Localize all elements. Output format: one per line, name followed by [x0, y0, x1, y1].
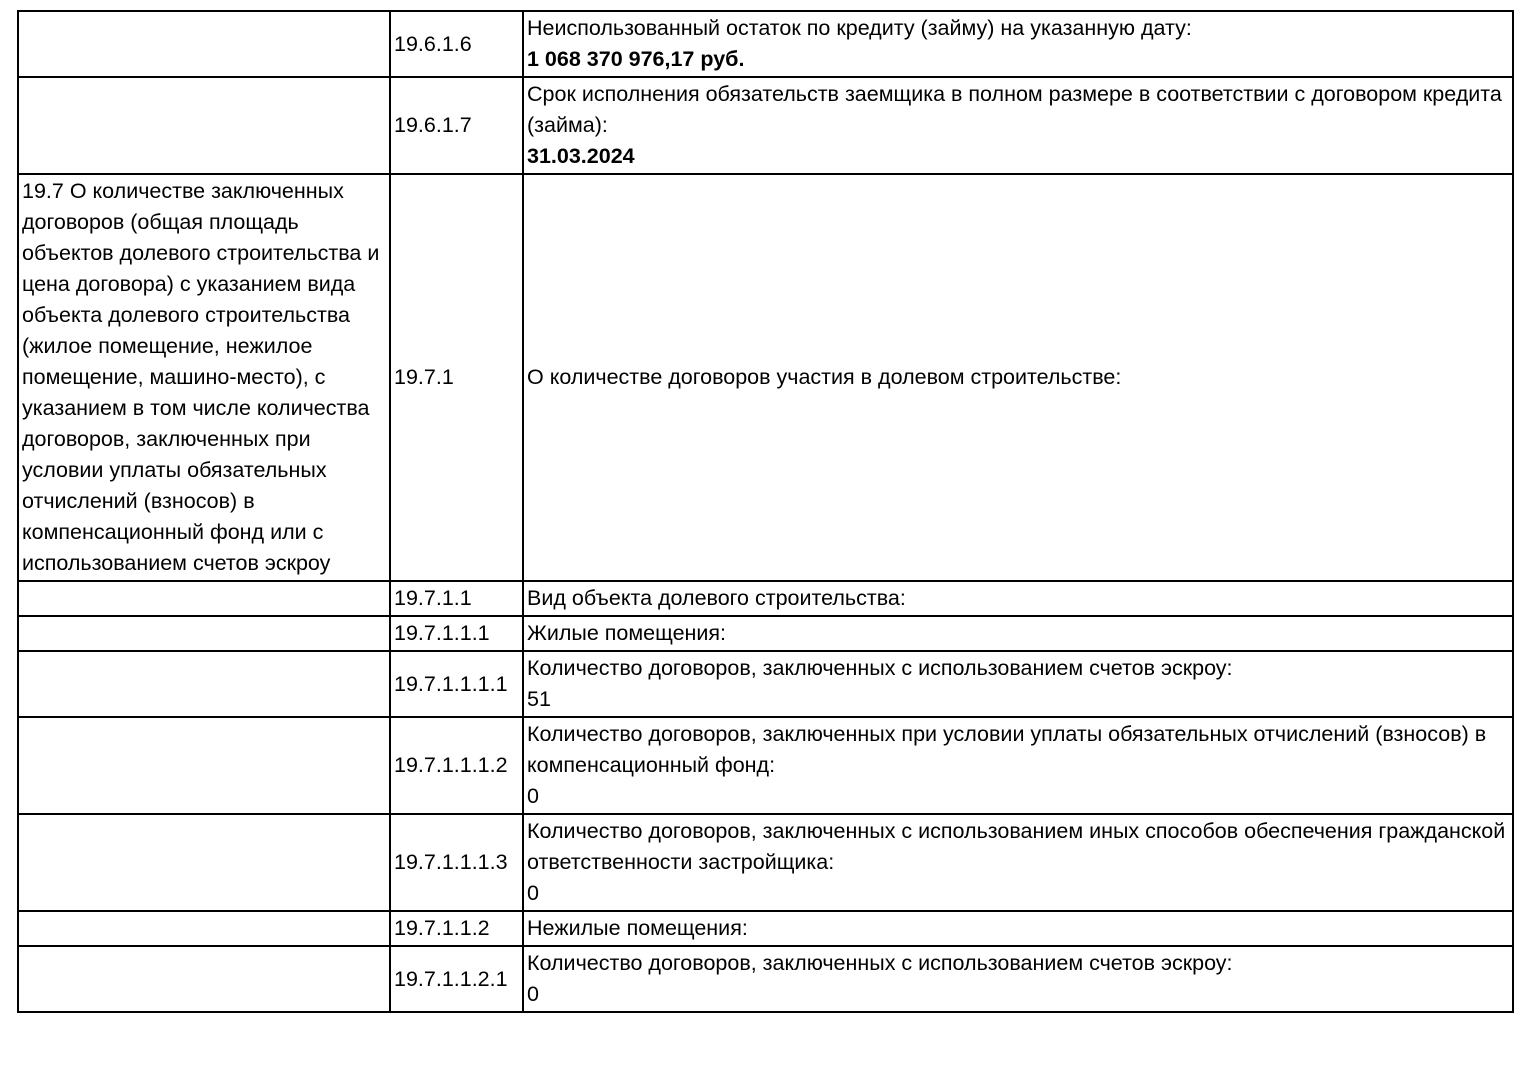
row-description-cell: [18, 946, 390, 1012]
row-number-cell: 19.6.1.7: [390, 77, 523, 174]
table-row: [18, 616, 1513, 651]
row-description-cell: 19.7 О количестве заключенных договоров (общая площадь объектов долевого строительства и цена договора) с указанием вида объекта долевого строительства (жилое помещение, нежилое помещение, машино-место), с указанием в том числе количества договоров, заключенных при условии уплаты обязательных отчислений (взносов) в компенсационный фонд или с использованием счетов эскроу: [18, 174, 390, 581]
row-content-cell: [523, 77, 1513, 174]
content-label: Количество договоров, заключенных с использованием счетов эскроу:: [527, 951, 1233, 975]
row-number-cell: 19.7.1.1.1.2: [390, 717, 523, 814]
declaration-table: [17, 10, 1514, 1013]
content-label: Неиспользованный остаток по кредиту (займу) на указанную дату:: [527, 16, 1192, 40]
content-label: Количество договоров, заключенных при условии уплаты обязательных отчислений (взносов) в компенсационный фонд:: [527, 722, 1487, 777]
table-row: [18, 174, 1513, 581]
row-description-cell: [18, 814, 390, 911]
row-content-cell: [523, 946, 1513, 1012]
row-number-cell: 19.7.1.1.2: [390, 911, 523, 946]
row-number-cell: 19.7.1.1: [390, 581, 523, 616]
content-label: Количество договоров, заключенных с использованием иных способов обеспечения гражданской ответственности застройщика:: [527, 819, 1506, 874]
table-row: [18, 911, 1513, 946]
row-content-cell: [523, 911, 1513, 946]
row-description-cell: [18, 11, 390, 77]
row-number-cell: 19.7.1: [390, 174, 523, 581]
row-description-cell: [18, 581, 390, 616]
content-value: 0: [527, 881, 539, 905]
row-content-cell: [523, 717, 1513, 814]
table-row: [18, 814, 1513, 911]
table-row: [18, 11, 1513, 77]
row-content-cell: [523, 651, 1513, 717]
row-description-cell: [18, 616, 390, 651]
content-value: 0: [527, 784, 539, 808]
row-content-cell: [523, 11, 1513, 77]
row-description-cell: [18, 717, 390, 814]
table-row: [18, 581, 1513, 616]
content-label: Срок исполнения обязательств заемщика в полном размере в соответствии с договором кредита (займа):: [527, 82, 1502, 137]
table-row: [18, 946, 1513, 1012]
content-value: 51: [527, 687, 551, 711]
content-label: О количестве договоров участия в долевом строительстве:: [527, 365, 1122, 389]
row-number-cell: 19.6.1.6: [390, 11, 523, 77]
row-content-cell: [523, 814, 1513, 911]
content-label: Жилые помещения:: [527, 621, 727, 645]
row-number-cell: 19.7.1.1.1.3: [390, 814, 523, 911]
content-label: Нежилые помещения:: [527, 916, 748, 940]
content-label: Вид объекта долевого строительства:: [527, 586, 906, 610]
table-row: [18, 717, 1513, 814]
row-number-cell: 19.7.1.1.2.1: [390, 946, 523, 1012]
row-content-cell: [523, 581, 1513, 616]
content-label: Количество договоров, заключенных с использованием счетов эскроу:: [527, 656, 1233, 680]
row-description-cell: [18, 651, 390, 717]
row-number-cell: 19.7.1.1.1: [390, 616, 523, 651]
content-value: 0: [527, 982, 539, 1006]
table-row: [18, 651, 1513, 717]
row-description-cell: [18, 911, 390, 946]
content-value: 1 068 370 976,17 руб.: [527, 47, 745, 71]
row-number-cell: 19.7.1.1.1.1: [390, 651, 523, 717]
row-content-cell: [523, 174, 1513, 581]
row-content-cell: [523, 616, 1513, 651]
content-value: 31.03.2024: [527, 144, 635, 168]
table-row: [18, 77, 1513, 174]
row-description-cell: [18, 77, 390, 174]
